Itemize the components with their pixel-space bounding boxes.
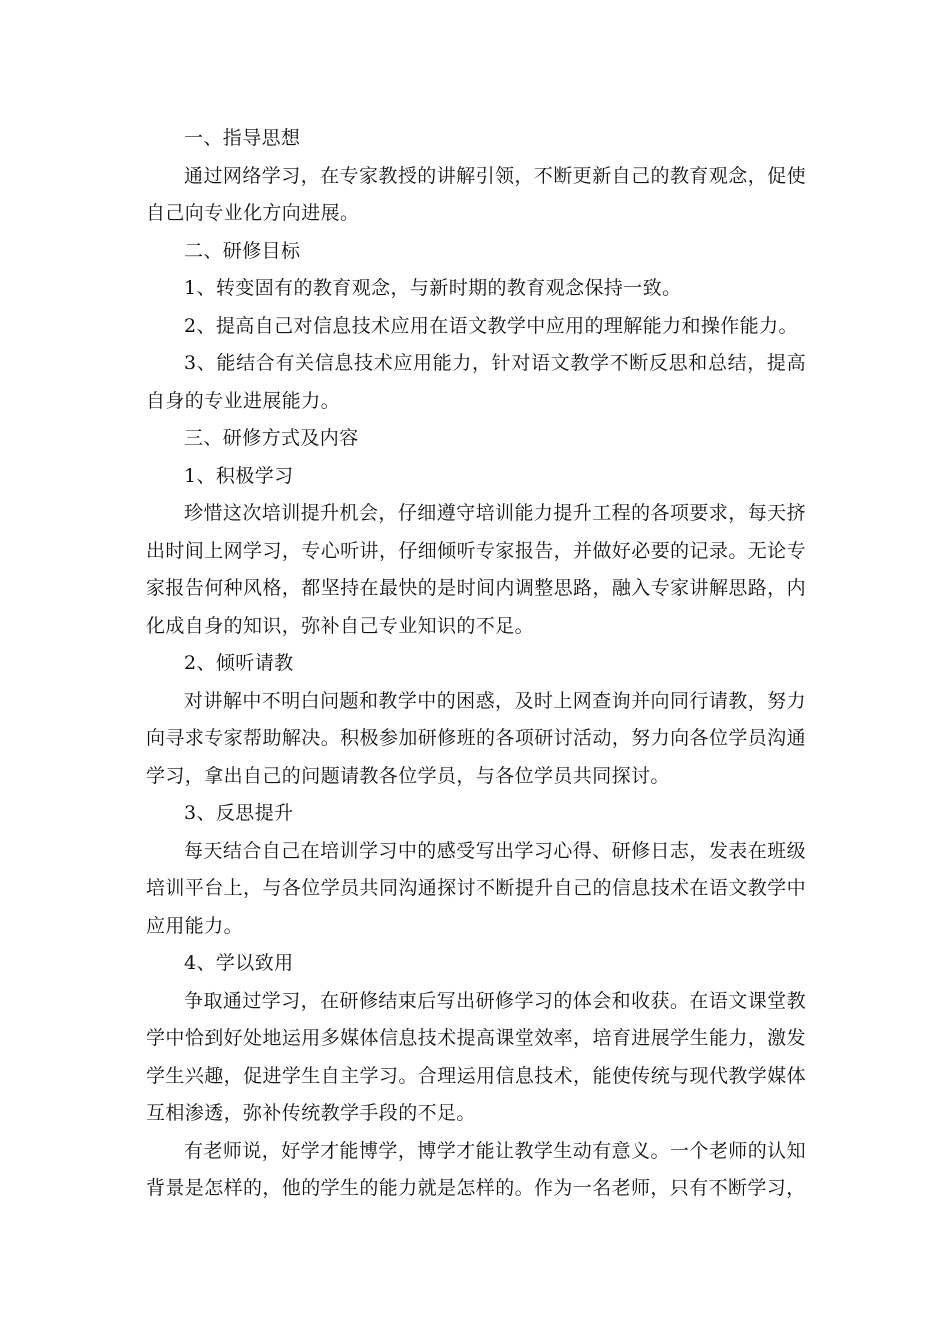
subheading-listen-consult: 2、倾听请教	[184, 652, 294, 674]
goal-item-2: 2、提高自己对信息技术应用在语文教学中应用的理解能力和操作能力。	[184, 314, 798, 337]
subheading-active-learning: 1、积极学习	[184, 464, 294, 487]
goal-item-1: 1、转变固有的教育观念，与新时期的教育观念保持一致。	[184, 277, 682, 299]
section-heading-methods-content: 三、研修方式及内容	[184, 427, 359, 449]
paragraph-closing: 有老师说，好学才能博学，博学才能让教学生动有意义。一个老师的认知背景是怎样的，他的学生的能力就是怎样的。作为一名老师，只有不断学习，	[146, 1139, 806, 1199]
paragraph-apply-learning: 争取通过学习，在研修结束后写出研修学习的体会和收获。在语文课堂教学中恰到好处地运用多媒体信息技术提高课堂效率，培育进展学生能力，激发学生兴趣，促进学生自主学习。合理运用信息技术，能使传统与现代教学媒体互相渗透，弥补传统教学手段的不足。	[146, 989, 806, 1124]
document-body	[146, 120, 806, 1208]
paragraph-active-learning: 珍惜这次培训提升机会，仔细遵守培训能力提升工程的各项要求，每天挤出时间上网学习，专心听讲，仔细倾听专家报告，并做好必要的记录。无论专家报告何种风格，都坚持在最快的是时间内调整思路，融入专家讲解思路，内化成自身的知识，弥补自己专业知识的不足。	[146, 502, 806, 637]
paragraph-reflect-improve: 每天结合自己在培训学习中的感受写出学习心得、研修日志，发表在班级培训平台上，与各位学员共同沟通探讨不断提升自己的信息技术在语文教学中应用能力。	[146, 839, 806, 937]
subheading-reflect-improve: 3、反思提升	[184, 802, 294, 824]
paragraph-listen-consult: 对讲解中不明白问题和教学中的困惑，及时上网查询并向同行请教，努力向寻求专家帮助解决。积极参加研修班的各项研讨活动，努力向各位学员沟通学习，拿出自己的问题请教各位学员，与各位学员共同探讨。	[146, 689, 806, 787]
goal-item-3: 3、能结合有关信息技术应用能力，针对语文教学不断反思和总结，提高自身的专业进展能力。	[146, 352, 806, 412]
section-heading-guiding-ideology: 一、指导思想	[184, 127, 301, 149]
subheading-apply-learning: 4、学以致用	[184, 952, 294, 974]
section-heading-training-goals: 二、研修目标	[184, 239, 301, 262]
paragraph-guiding-ideology: 通过网络学习，在专家教授的讲解引领，不断更新自己的教育观念，促使自己向专业化方向进展。	[146, 164, 806, 224]
